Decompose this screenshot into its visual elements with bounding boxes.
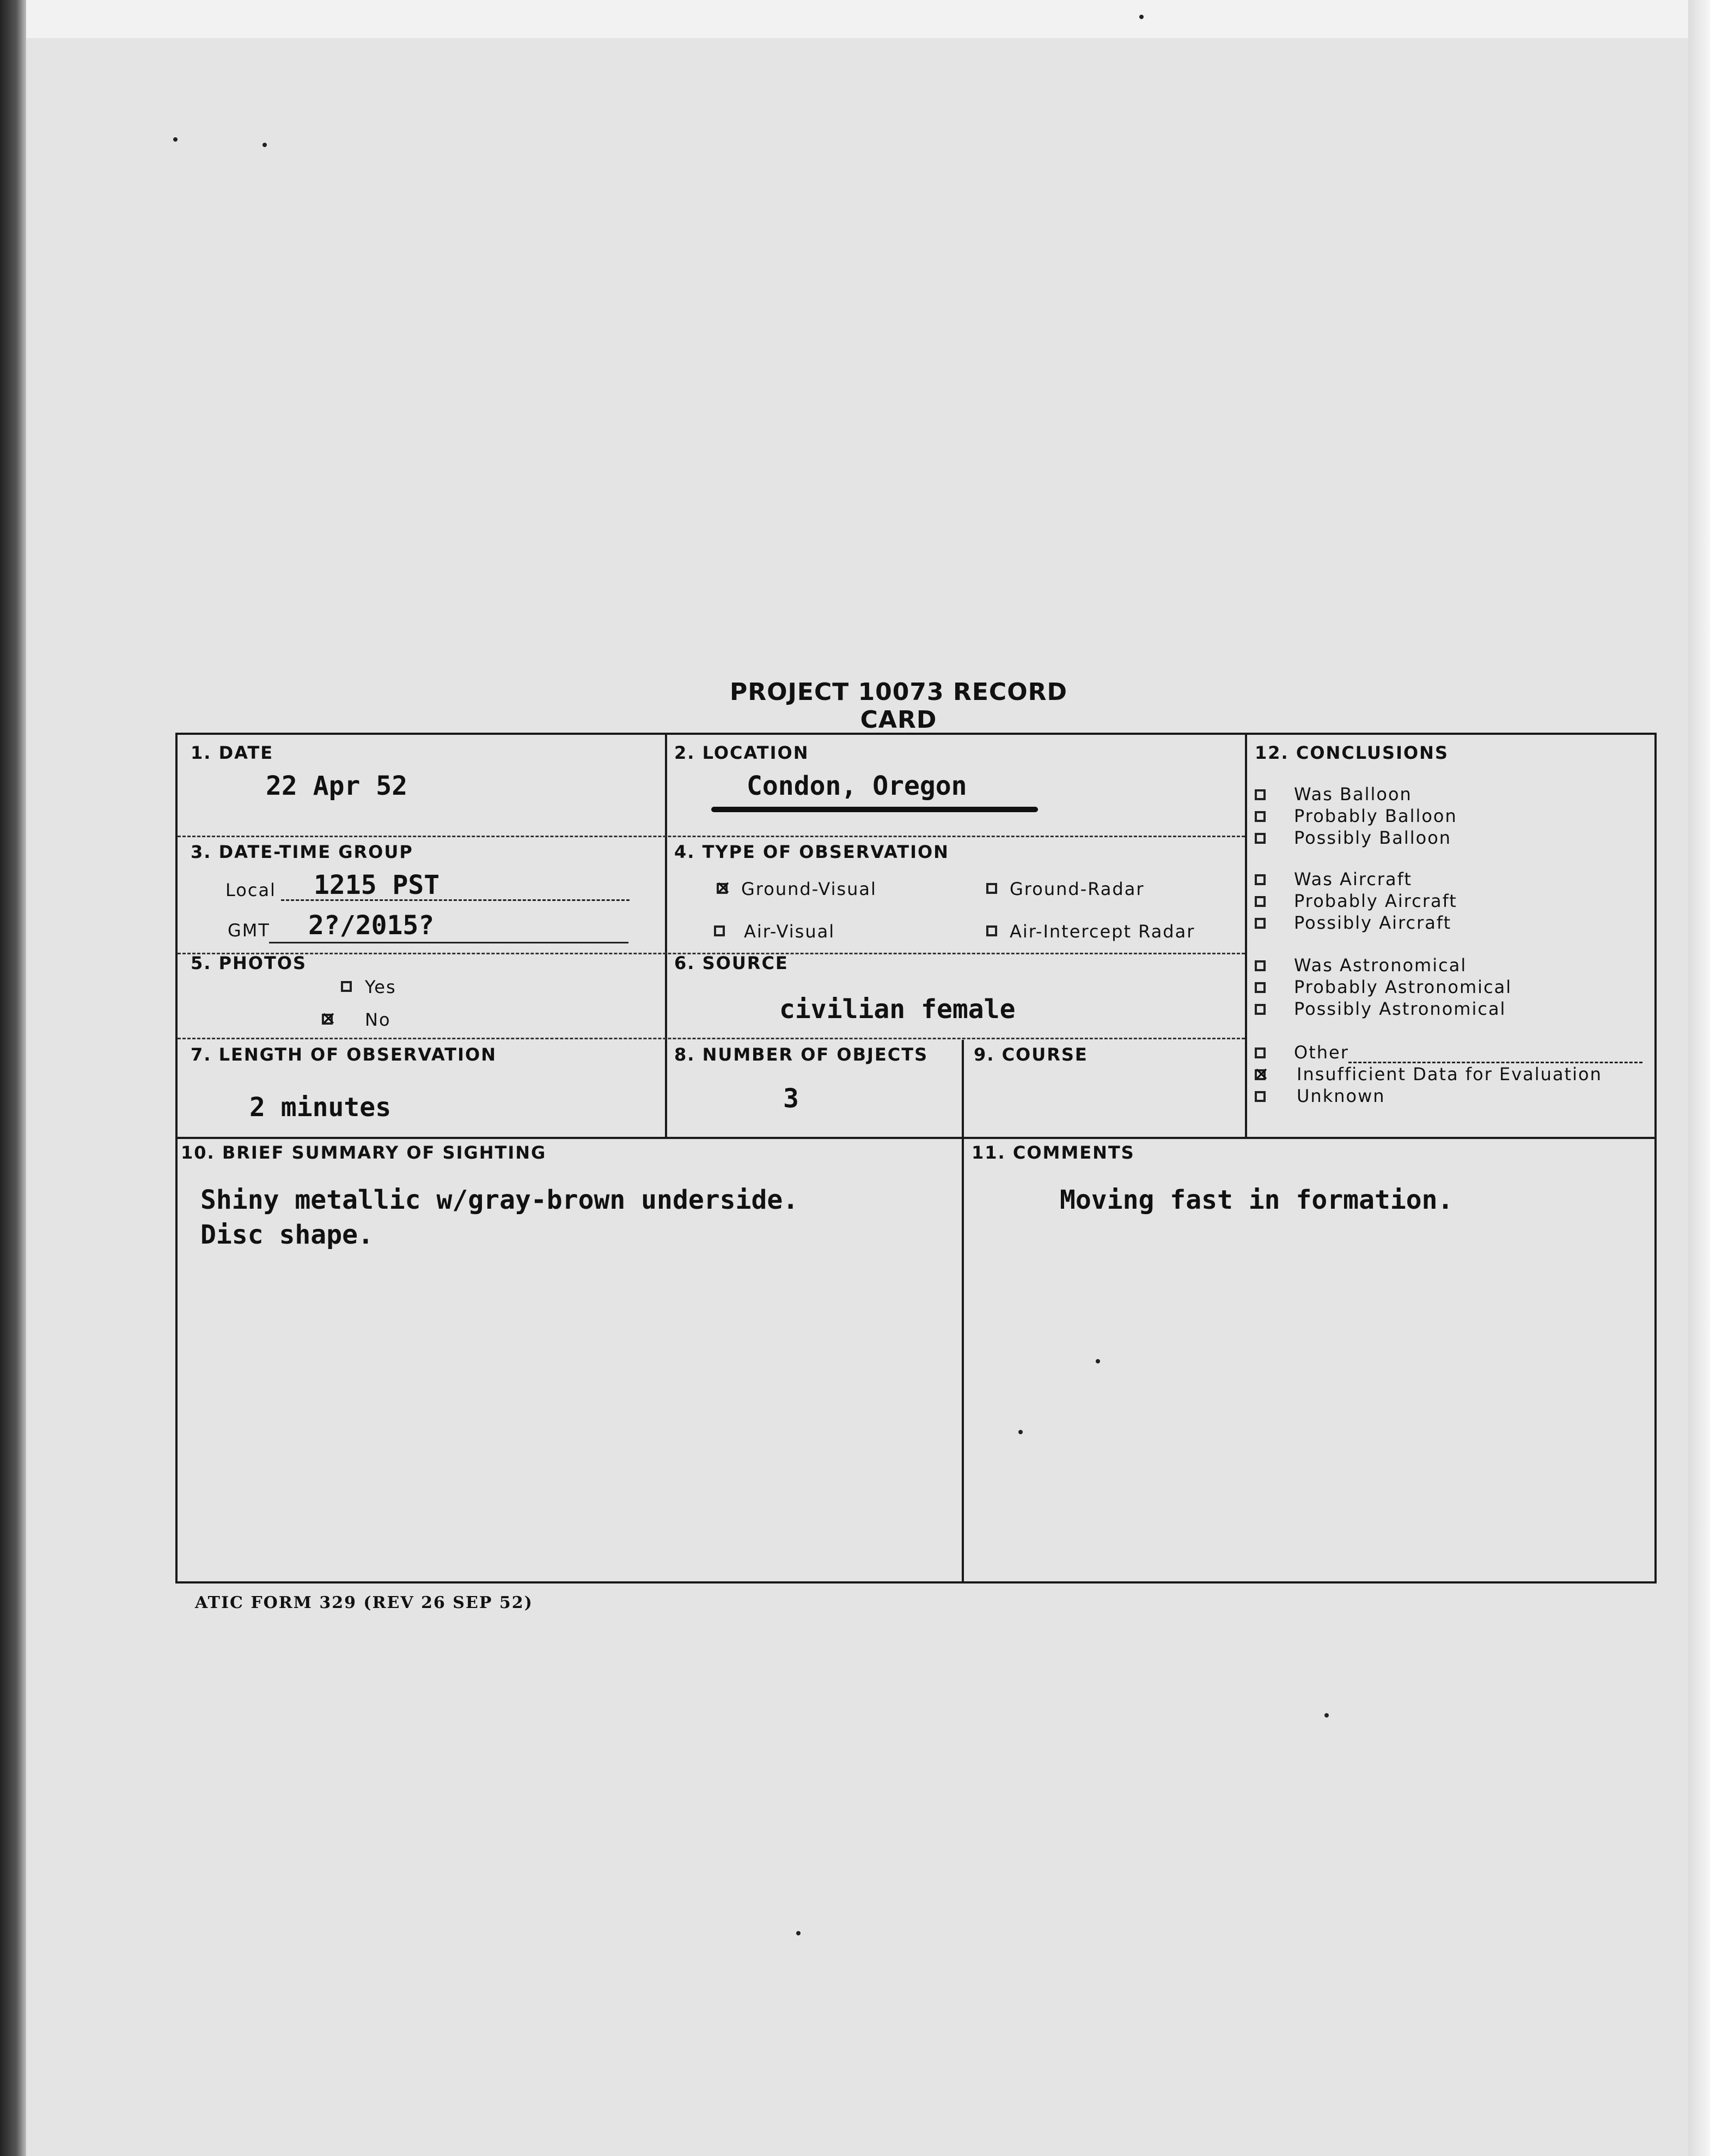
insufficient-data-label: Insufficient Data for Evaluation <box>1297 1064 1602 1085</box>
observation-type-label: 4. TYPE OF OBSERVATION <box>674 842 949 862</box>
divider <box>962 1040 964 1583</box>
possibly-aircraft-label: Possibly Aircraft <box>1294 912 1452 933</box>
conclusions-label: 12. CONCLUSIONS <box>1255 742 1449 763</box>
possibly-astronomical-checkbox[interactable] <box>1255 1004 1266 1015</box>
length-label: 7. LENGTH OF OBSERVATION <box>191 1044 497 1065</box>
date-time-group-label: 3. DATE-TIME GROUP <box>191 842 413 862</box>
date-value: 22 Apr 52 <box>266 771 408 801</box>
other-label: Other <box>1294 1042 1349 1063</box>
air-intercept-radar-label: Air-Intercept Radar <box>1010 921 1195 942</box>
dust-speck <box>796 1931 801 1935</box>
unknown-checkbox[interactable] <box>1255 1091 1266 1102</box>
other-checkbox[interactable] <box>1255 1047 1266 1058</box>
photos-no-label: No <box>365 1009 391 1030</box>
possibly-aircraft-checkbox[interactable] <box>1255 918 1266 929</box>
location-value: Condon, Oregon <box>747 771 967 801</box>
probably-balloon-checkbox[interactable] <box>1255 811 1266 822</box>
form-id: ATIC FORM 329 (REV 26 SEP 52) <box>195 1593 533 1612</box>
photos-label: 5. PHOTOS <box>191 953 307 973</box>
divider <box>1245 735 1247 1138</box>
scan-left-edge <box>0 0 26 2156</box>
was-astronomical-checkbox[interactable] <box>1255 960 1266 971</box>
photos-no-checkbox[interactable] <box>322 1014 333 1025</box>
dust-speck <box>173 137 178 142</box>
probably-astronomical-checkbox[interactable] <box>1255 982 1266 993</box>
local-label: Local <box>225 880 276 900</box>
date-label: 1. DATE <box>191 742 274 763</box>
gmt-value: 2?/2015? <box>308 910 435 941</box>
divider <box>178 836 1245 837</box>
dust-speck <box>262 143 267 147</box>
photos-yes-label: Yes <box>365 977 396 997</box>
photos-yes-checkbox[interactable] <box>341 981 352 992</box>
source-value: civilian female <box>779 994 1016 1025</box>
ground-radar-checkbox[interactable] <box>986 883 997 894</box>
divider <box>665 735 667 1138</box>
dust-speck <box>1324 1713 1329 1718</box>
divider <box>178 1137 1657 1139</box>
location-label: 2. LOCATION <box>674 742 809 763</box>
comments-label: 11. COMMENTS <box>972 1142 1135 1163</box>
was-astronomical-label: Was Astronomical <box>1294 955 1467 976</box>
scan-right-edge <box>1688 0 1710 2156</box>
scan-top-edge <box>0 0 1710 38</box>
insufficient-data-checkbox[interactable] <box>1255 1069 1266 1080</box>
probably-astronomical-label: Probably Astronomical <box>1294 977 1512 997</box>
was-balloon-label: Was Balloon <box>1294 784 1412 805</box>
ground-visual-label: Ground-Visual <box>741 879 877 899</box>
gmt-label: GMT <box>228 920 270 941</box>
was-balloon-checkbox[interactable] <box>1255 789 1266 800</box>
gmt-line <box>269 942 628 943</box>
location-underline <box>711 807 1038 812</box>
possibly-balloon-checkbox[interactable] <box>1255 833 1266 844</box>
card-title: PROJECT 10073 RECORD CARD <box>729 678 1067 734</box>
other-line <box>1348 1062 1642 1063</box>
objects-value: 3 <box>783 1083 799 1114</box>
dust-speck <box>1139 15 1144 19</box>
objects-label: 8. NUMBER OF OBJECTS <box>674 1044 929 1065</box>
record-card <box>175 733 1657 1583</box>
length-value: 2 minutes <box>249 1092 392 1123</box>
summary-line-2: Disc shape. <box>200 1220 374 1250</box>
course-label: 9. COURSE <box>974 1044 1088 1065</box>
air-intercept-radar-checkbox[interactable] <box>986 925 997 936</box>
probably-aircraft-label: Probably Aircraft <box>1294 891 1457 911</box>
summary-label: 10. BRIEF SUMMARY OF SIGHTING <box>181 1142 547 1163</box>
comments-value: Moving fast in formation. <box>1060 1185 1454 1215</box>
air-visual-checkbox[interactable] <box>714 925 725 936</box>
air-visual-label: Air-Visual <box>744 921 835 942</box>
source-label: 6. SOURCE <box>674 953 789 973</box>
possibly-balloon-label: Possibly Balloon <box>1294 827 1452 848</box>
was-aircraft-label: Was Aircraft <box>1294 869 1412 890</box>
divider <box>178 1038 1245 1039</box>
summary-line-1: Shiny metallic w/gray-brown underside. <box>200 1185 799 1215</box>
unknown-label: Unknown <box>1297 1086 1385 1106</box>
ground-radar-label: Ground-Radar <box>1010 879 1145 899</box>
was-aircraft-checkbox[interactable] <box>1255 874 1266 885</box>
possibly-astronomical-label: Possibly Astronomical <box>1294 998 1506 1019</box>
probably-balloon-label: Probably Balloon <box>1294 806 1457 826</box>
ground-visual-checkbox[interactable] <box>717 883 728 894</box>
probably-aircraft-checkbox[interactable] <box>1255 896 1266 907</box>
local-value: 1215 PST <box>314 870 440 900</box>
